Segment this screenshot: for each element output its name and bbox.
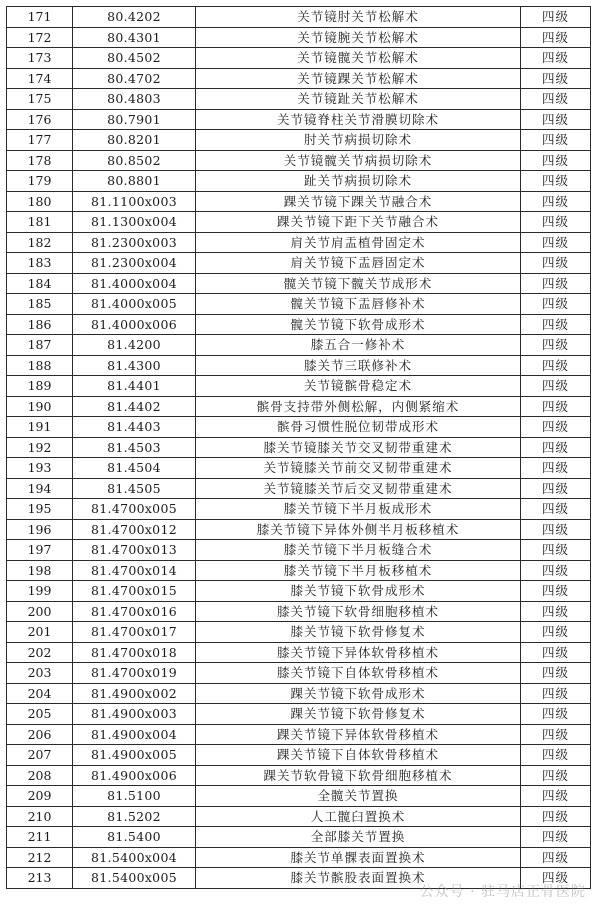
procedure-name-cell: 关节镜踝关节松解术 — [196, 68, 521, 89]
row-number-cell: 176 — [7, 109, 73, 130]
surgery-level-cell: 四级 — [521, 847, 591, 868]
row-number-cell: 182 — [7, 232, 73, 253]
table-row — [7, 478, 591, 499]
procedure-code-cell: 81.2300x003 — [73, 232, 196, 253]
procedure-code-cell: 80.8502 — [73, 150, 196, 171]
procedure-code-cell: 81.4700x005 — [73, 499, 196, 520]
procedure-name-cell: 人工髋臼置换术 — [196, 806, 521, 827]
row-number-cell: 203 — [7, 663, 73, 684]
row-number-cell: 208 — [7, 765, 73, 786]
procedure-code-cell: 81.5202 — [73, 806, 196, 827]
table-row — [7, 355, 591, 376]
surgery-level-cell: 四级 — [521, 294, 591, 315]
procedure-name-cell: 踝关节镜下距下关节融合术 — [196, 212, 521, 233]
table-row — [7, 273, 591, 294]
row-number-cell: 181 — [7, 212, 73, 233]
procedure-name-cell: 膝关节镜下软骨细胞移植术 — [196, 601, 521, 622]
procedure-name-cell: 肩关节镜下盂唇固定术 — [196, 253, 521, 274]
table-row — [7, 745, 591, 766]
table-row — [7, 581, 591, 602]
row-number-cell: 171 — [7, 7, 73, 28]
row-number-cell: 207 — [7, 745, 73, 766]
table-row — [7, 560, 591, 581]
procedure-code-cell: 80.4502 — [73, 48, 196, 69]
table-row — [7, 806, 591, 827]
table-row — [7, 458, 591, 479]
surgery-level-cell: 四级 — [521, 786, 591, 807]
surgery-level-cell: 四级 — [521, 622, 591, 643]
row-number-cell: 175 — [7, 89, 73, 110]
table-row — [7, 109, 591, 130]
surgery-level-cell: 四级 — [521, 581, 591, 602]
table-row — [7, 663, 591, 684]
table-row — [7, 601, 591, 622]
procedure-code-cell: 81.1300x004 — [73, 212, 196, 233]
table-row — [7, 68, 591, 89]
row-number-cell: 185 — [7, 294, 73, 315]
row-number-cell: 179 — [7, 171, 73, 192]
row-number-cell: 197 — [7, 540, 73, 561]
table-row — [7, 150, 591, 171]
surgery-level-cell: 四级 — [521, 232, 591, 253]
procedure-code-cell: 81.4402 — [73, 396, 196, 417]
table-row — [7, 396, 591, 417]
row-number-cell: 209 — [7, 786, 73, 807]
procedure-code-cell: 80.8801 — [73, 171, 196, 192]
row-number-cell: 183 — [7, 253, 73, 274]
table-row — [7, 622, 591, 643]
table-row — [7, 171, 591, 192]
surgery-level-cell: 四级 — [521, 314, 591, 335]
surgery-level-cell: 四级 — [521, 212, 591, 233]
procedure-code-cell: 80.4301 — [73, 27, 196, 48]
surgery-level-cell: 四级 — [521, 89, 591, 110]
procedure-name-cell: 膝五合一修补术 — [196, 335, 521, 356]
surgery-level-cell: 四级 — [521, 519, 591, 540]
procedure-code-cell: 81.4000x006 — [73, 314, 196, 335]
procedure-code-cell: 81.5400x004 — [73, 847, 196, 868]
procedure-name-cell: 踝关节镜下软骨成形术 — [196, 683, 521, 704]
surgery-level-cell: 四级 — [521, 68, 591, 89]
table-row — [7, 314, 591, 335]
document-page — [6, 6, 590, 889]
table-row — [7, 704, 591, 725]
table-row — [7, 847, 591, 868]
procedure-name-cell: 髋关节镜下盂唇修补术 — [196, 294, 521, 315]
surgery-level-cell: 四级 — [521, 724, 591, 745]
procedure-code-cell: 81.4505 — [73, 478, 196, 499]
surgery-level-cell: 四级 — [521, 171, 591, 192]
procedure-name-cell: 踝关节镜下软骨修复术 — [196, 704, 521, 725]
procedure-name-cell: 膝关节三联修补术 — [196, 355, 521, 376]
surgery-level-cell: 四级 — [521, 27, 591, 48]
procedure-code-cell: 81.4700x014 — [73, 560, 196, 581]
row-number-cell: 178 — [7, 150, 73, 171]
procedure-code-cell: 80.4702 — [73, 68, 196, 89]
procedure-name-cell: 关节镜脊柱关节滑膜切除术 — [196, 109, 521, 130]
table-row — [7, 212, 591, 233]
row-number-cell: 172 — [7, 27, 73, 48]
table-row — [7, 683, 591, 704]
surgery-level-cell: 四级 — [521, 683, 591, 704]
row-number-cell: 180 — [7, 191, 73, 212]
procedure-code-cell: 81.4900x005 — [73, 745, 196, 766]
procedure-code-cell: 80.7901 — [73, 109, 196, 130]
surgery-level-cell: 四级 — [521, 191, 591, 212]
table-row — [7, 417, 591, 438]
table-row — [7, 335, 591, 356]
procedure-name-cell: 髌骨支持带外侧松解，内侧紧缩术 — [196, 396, 521, 417]
surgery-level-cell: 四级 — [521, 109, 591, 130]
procedure-name-cell: 膝关节髌股表面置换术 — [196, 868, 521, 889]
surgery-level-cell: 四级 — [521, 458, 591, 479]
surgery-level-cell: 四级 — [521, 478, 591, 499]
surgery-level-cell: 四级 — [521, 827, 591, 848]
procedure-code-cell: 81.4700x018 — [73, 642, 196, 663]
surgery-level-cell: 四级 — [521, 273, 591, 294]
procedure-name-cell: 踝关节镜下踝关节融合术 — [196, 191, 521, 212]
procedure-code-cell: 81.4700x015 — [73, 581, 196, 602]
procedure-code-cell: 80.4202 — [73, 7, 196, 28]
procedure-name-cell: 关节镜髋关节病损切除术 — [196, 150, 521, 171]
surgery-level-cell: 四级 — [521, 437, 591, 458]
table-row — [7, 130, 591, 151]
procedure-name-cell: 膝关节镜下半月板缝合术 — [196, 540, 521, 561]
table-row — [7, 786, 591, 807]
row-number-cell: 201 — [7, 622, 73, 643]
row-number-cell: 187 — [7, 335, 73, 356]
surgery-level-cell: 四级 — [521, 642, 591, 663]
surgery-level-cell: 四级 — [521, 663, 591, 684]
procedure-code-cell: 81.5400x005 — [73, 868, 196, 889]
table-row — [7, 191, 591, 212]
table-body — [7, 7, 591, 889]
procedure-name-cell: 膝关节镜下自体软骨移植术 — [196, 663, 521, 684]
row-number-cell: 213 — [7, 868, 73, 889]
procedure-code-cell: 81.4900x004 — [73, 724, 196, 745]
table-row — [7, 519, 591, 540]
table-row — [7, 89, 591, 110]
table-row — [7, 232, 591, 253]
row-number-cell: 210 — [7, 806, 73, 827]
procedure-code-cell: 81.4700x016 — [73, 601, 196, 622]
surgery-level-cell: 四级 — [521, 765, 591, 786]
surgery-level-cell: 四级 — [521, 376, 591, 397]
surgery-level-cell: 四级 — [521, 745, 591, 766]
procedure-name-cell: 膝关节镜下软骨修复术 — [196, 622, 521, 643]
surgery-level-cell: 四级 — [521, 540, 591, 561]
procedure-name-cell: 肘关节病损切除术 — [196, 130, 521, 151]
table-row — [7, 48, 591, 69]
procedure-code-cell: 81.4200 — [73, 335, 196, 356]
row-number-cell: 202 — [7, 642, 73, 663]
row-number-cell: 190 — [7, 396, 73, 417]
procedure-code-cell: 81.4300 — [73, 355, 196, 376]
procedure-code-cell: 81.4000x005 — [73, 294, 196, 315]
table-row — [7, 376, 591, 397]
procedure-code-cell: 81.1100x003 — [73, 191, 196, 212]
procedure-name-cell: 关节镜趾关节松解术 — [196, 89, 521, 110]
table-row — [7, 765, 591, 786]
table-row — [7, 827, 591, 848]
procedure-code-cell: 81.5400 — [73, 827, 196, 848]
procedure-code-cell: 81.5100 — [73, 786, 196, 807]
row-number-cell: 193 — [7, 458, 73, 479]
procedure-code-cell: 81.4401 — [73, 376, 196, 397]
surgery-level-cell: 四级 — [521, 7, 591, 28]
table-row — [7, 294, 591, 315]
row-number-cell: 205 — [7, 704, 73, 725]
row-number-cell: 198 — [7, 560, 73, 581]
procedure-name-cell: 膝关节镜下半月板移植术 — [196, 560, 521, 581]
row-number-cell: 204 — [7, 683, 73, 704]
row-number-cell: 177 — [7, 130, 73, 151]
surgery-level-cell: 四级 — [521, 868, 591, 889]
procedure-code-cell: 81.4700x019 — [73, 663, 196, 684]
row-number-cell: 212 — [7, 847, 73, 868]
procedure-name-cell: 膝关节镜下半月板成形术 — [196, 499, 521, 520]
procedure-name-cell: 肩关节肩盂植骨固定术 — [196, 232, 521, 253]
row-number-cell: 200 — [7, 601, 73, 622]
procedure-name-cell: 踝关节镜下异体软骨移植术 — [196, 724, 521, 745]
procedure-code-cell: 81.4900x002 — [73, 683, 196, 704]
watermark: 公众号 · 驻马店正骨医院 — [419, 884, 586, 900]
procedure-code-cell: 81.4900x006 — [73, 765, 196, 786]
surgery-list-table — [6, 6, 591, 889]
table-row — [7, 540, 591, 561]
procedure-code-cell: 81.4000x004 — [73, 273, 196, 294]
table-row — [7, 724, 591, 745]
procedure-name-cell: 髋关节镜下软骨成形术 — [196, 314, 521, 335]
surgery-level-cell: 四级 — [521, 560, 591, 581]
table-row — [7, 27, 591, 48]
procedure-code-cell: 81.4700x017 — [73, 622, 196, 643]
surgery-level-cell: 四级 — [521, 704, 591, 725]
surgery-level-cell: 四级 — [521, 335, 591, 356]
surgery-level-cell: 四级 — [521, 150, 591, 171]
surgery-level-cell: 四级 — [521, 253, 591, 274]
row-number-cell: 184 — [7, 273, 73, 294]
procedure-code-cell: 81.2300x004 — [73, 253, 196, 274]
surgery-level-cell: 四级 — [521, 48, 591, 69]
row-number-cell: 189 — [7, 376, 73, 397]
procedure-name-cell: 全部膝关节置换 — [196, 827, 521, 848]
surgery-level-cell: 四级 — [521, 417, 591, 438]
row-number-cell: 192 — [7, 437, 73, 458]
procedure-name-cell: 关节镜膝关节后交叉韧带重建术 — [196, 478, 521, 499]
row-number-cell: 206 — [7, 724, 73, 745]
row-number-cell: 191 — [7, 417, 73, 438]
row-number-cell: 173 — [7, 48, 73, 69]
procedure-name-cell: 踝关节镜下自体软骨移植术 — [196, 745, 521, 766]
procedure-code-cell: 81.4504 — [73, 458, 196, 479]
row-number-cell: 199 — [7, 581, 73, 602]
procedure-code-cell: 81.4503 — [73, 437, 196, 458]
procedure-name-cell: 趾关节病损切除术 — [196, 171, 521, 192]
surgery-level-cell: 四级 — [521, 601, 591, 622]
procedure-name-cell: 踝关节软骨镜下软骨细胞移植术 — [196, 765, 521, 786]
procedure-code-cell: 80.4803 — [73, 89, 196, 110]
row-number-cell: 186 — [7, 314, 73, 335]
row-number-cell: 188 — [7, 355, 73, 376]
surgery-level-cell: 四级 — [521, 806, 591, 827]
procedure-name-cell: 关节镜髋关节松解术 — [196, 48, 521, 69]
procedure-name-cell: 关节镜髌骨稳定术 — [196, 376, 521, 397]
procedure-name-cell: 关节镜肘关节松解术 — [196, 7, 521, 28]
procedure-name-cell: 膝关节镜膝关节交叉韧带重建术 — [196, 437, 521, 458]
procedure-name-cell: 膝关节镜下异体软骨移植术 — [196, 642, 521, 663]
surgery-level-cell: 四级 — [521, 130, 591, 151]
procedure-name-cell: 膝关节单髁表面置换术 — [196, 847, 521, 868]
table-row — [7, 7, 591, 28]
procedure-name-cell: 膝关节镜下软骨成形术 — [196, 581, 521, 602]
table-row — [7, 642, 591, 663]
procedure-name-cell: 关节镜膝关节前交叉韧带重建术 — [196, 458, 521, 479]
surgery-level-cell: 四级 — [521, 396, 591, 417]
procedure-code-cell: 81.4900x003 — [73, 704, 196, 725]
procedure-name-cell: 膝关节镜下异体外侧半月板移植术 — [196, 519, 521, 540]
procedure-code-cell: 81.4403 — [73, 417, 196, 438]
row-number-cell: 194 — [7, 478, 73, 499]
procedure-code-cell: 81.4700x012 — [73, 519, 196, 540]
procedure-name-cell: 髋关节镜下髋关节成形术 — [196, 273, 521, 294]
surgery-level-cell: 四级 — [521, 499, 591, 520]
procedure-name-cell: 全髋关节置换 — [196, 786, 521, 807]
row-number-cell: 174 — [7, 68, 73, 89]
procedure-code-cell: 80.8201 — [73, 130, 196, 151]
surgery-level-cell: 四级 — [521, 355, 591, 376]
row-number-cell: 195 — [7, 499, 73, 520]
row-number-cell: 196 — [7, 519, 73, 540]
table-row — [7, 253, 591, 274]
row-number-cell: 211 — [7, 827, 73, 848]
procedure-name-cell: 髌骨习惯性脱位韧带成形术 — [196, 417, 521, 438]
procedure-code-cell: 81.4700x013 — [73, 540, 196, 561]
procedure-name-cell: 关节镜腕关节松解术 — [196, 27, 521, 48]
table-row — [7, 437, 591, 458]
table-row — [7, 499, 591, 520]
